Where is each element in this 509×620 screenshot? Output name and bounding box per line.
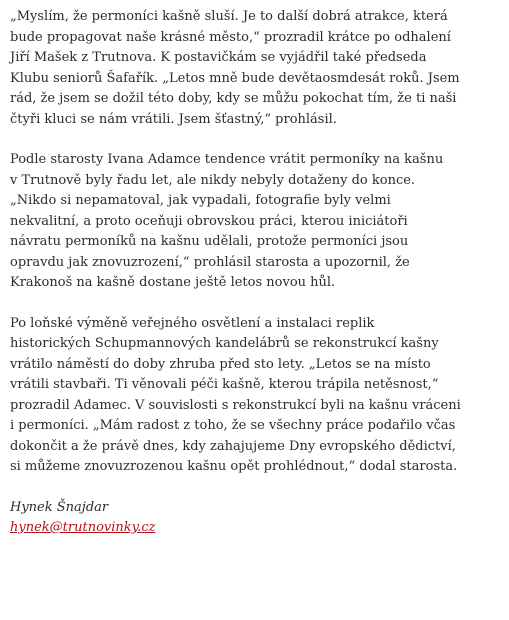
author-signature — [10, 498, 509, 539]
author-name: Hynek Šnajdar — [10, 499, 109, 515]
article-paragraph-3: Po loňské výměně veřejného osvětlení a instalaci replik historických Schupmannových kandelábrů se rekonstrukcí kašny vrátilo náměstí do doby zhruba před sto lety. „Letos se na místo vrátili stavbaři. Ti věnovali péči kašně, kterou trápila netěsnost,“ prozradil Adamec. V souvislosti s rekonstrukcí byli na kašnu vráceni i permoníci. „Mám radost z toho, že se všechny práce podařilo včas dokončit a že právě dnes, kdy zahajujeme Dny evropského dědictví, si můžeme znovuzrozenou kašnu opět prohlédnout,“ dodal starosta. — [10, 315, 461, 474]
article-paragraph-2: Podle starosty Ivana Adamce tendence vrátit permoníky na kašnu v Trutnově byly řadu let, ale nikdy nebyly dotaženy do konce. „Nikdo si nepamatoval, jak vypadali, fotografie byly velmi nekvalitní, a proto oceňuji obrovskou práci, kterou iniciátoři návratu permoníků na kašnu udělali, protože permoníci jsou opravdu jak znovuzrození,“ prohlásil starosta a upozornil, že Krakonoš na kašně dostane ještě letos novou hůl. — [10, 152, 444, 290]
article-paragraph-1: „Myslím, že permoníci kašně sluší. Je to další dobrá atrakce, která bude propagovat naše krásné město,“ prozradil krátce po odhalení Jiří Mašek z Trutnova. K postavičkám se vyjádřil také předseda Klubu seniorů Šafařík. „Letos mně bude devětaosmdesát roků. Jsem rád, že jsem se dožil této doby, kdy se můžu pokochat tím, že ti naši čtyři kluci se nám vrátili. Jsem šťastný,“ prohlásil. — [10, 9, 460, 127]
author-email-link[interactable]: hynek@trutnovinky.cz — [10, 520, 156, 535]
